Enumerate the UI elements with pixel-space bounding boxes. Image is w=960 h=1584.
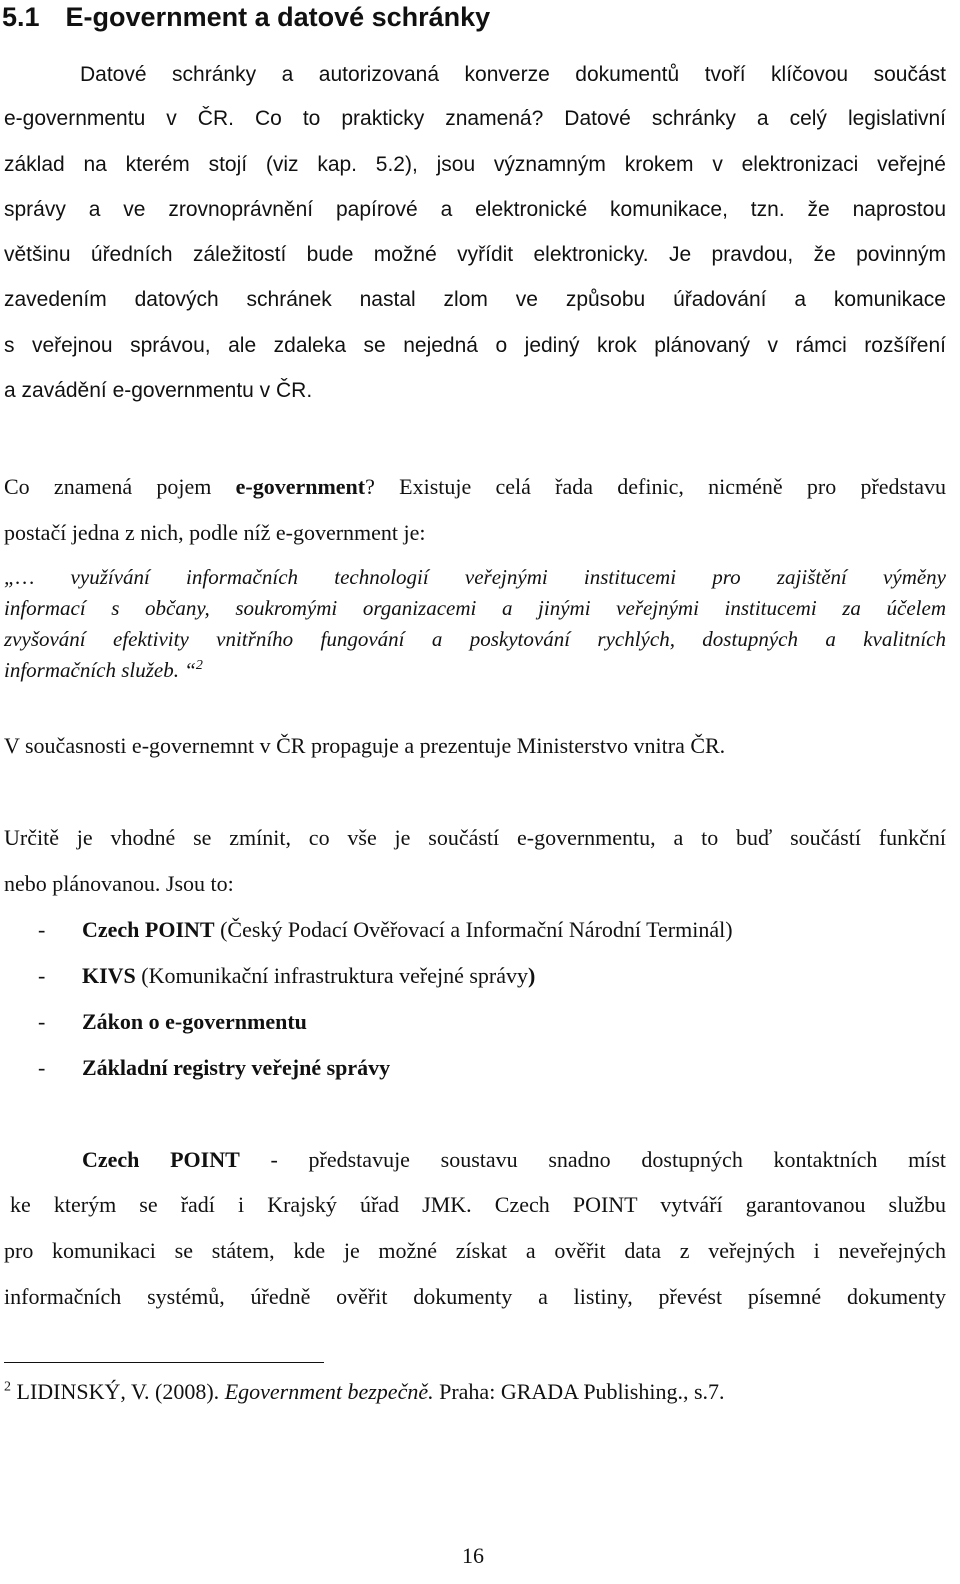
text-line: správy a ve zrovnoprávnění papírové a elektronické komunikace, tzn. že naprostou [4, 198, 946, 221]
text-line: základ na kterém stojí (viz kap. 5.2), jsou významným krokem v elektronizaci veřejné [4, 153, 946, 176]
text-line: Datové schránky a autorizovaná konverze dokumentů tvoří klíčovou součást [80, 63, 946, 86]
list-dash: - [38, 963, 46, 988]
list-dash: - [38, 1055, 46, 1080]
text-line: s veřejnou správou, ale zdaleka se nejedná o jediný krok plánovaný v rámci rozšíření [4, 334, 946, 357]
quote-line: zvyšování efektivity vnitřního fungování a poskytování rychlých, dostupných a kvalitních [4, 627, 946, 651]
term-e-government: e-government [235, 474, 366, 499]
text-line: e-governmentu v ČR. Co to prakticky znamená? Datové schránky a celý legislativní [4, 107, 946, 130]
text-line: Určitě je vhodné se zmínit, co vše je součástí e-governmentu, a to buď součástí funkční [4, 825, 946, 850]
text-line: většinu úředních záležitostí bude možné vyřídit elektronicky. Je pravdou, že povinným [4, 243, 946, 266]
section-heading [2, 0, 490, 34]
text-line: ke kterým se řadí i Krajský úřad JMK. Czech POINT vytváří garantovanou službu [10, 1192, 946, 1217]
section-title: E-government a datové schránky [65, 2, 491, 32]
list-item: - Základní registry veřejné správy [38, 1053, 390, 1083]
paragraph-ministry: V současnosti e-governemnt v ČR propaguje a prezentuje Ministerstvo vnitra ČR. [4, 733, 726, 758]
footnote-separator [4, 1362, 324, 1363]
quote-line: „… využívání informačních technologií veřejnými institucemi pro zajištění výměny [4, 565, 946, 589]
page-number: 16 [462, 1543, 484, 1568]
text-line: a zavádění e-governmentu v ČR. [4, 379, 313, 402]
footnote-number: 2 [4, 1379, 11, 1395]
text-line: Czech POINT - představuje soustavu snadno dostupných kontaktních míst [82, 1147, 946, 1172]
text-line: zavedením datových schránek nastal zlom ve způsobu úřadování a komunikace [4, 288, 946, 311]
quote-line: informačních služeb. “$^2$ [4, 658, 203, 682]
list-dash: - [38, 917, 46, 942]
text-line: pro komunikaci se státem, kde je možné získat a ověřit data z veřejných i neveřejných [4, 1238, 946, 1263]
list-item: - Zákon o e-governmentu [38, 1007, 307, 1037]
section-number: 5.1 [2, 2, 40, 32]
text-line: nebo plánovanou. Jsou to: [4, 871, 234, 896]
list-dash: - [38, 1009, 46, 1034]
footnote-reference: 2 [195, 658, 203, 673]
footnote-book-title: Egovernment bezpečně. [224, 1379, 434, 1404]
text-line: Co znamená pojem e-government? Existuje celá řada definic, nicméně pro představu [4, 474, 946, 499]
text-line: postačí jedna z nich, podle níž e-government je: [4, 520, 426, 545]
list-item: - Czech POINT (Český Podací Ověřovací a Informační Národní Terminál) [38, 915, 733, 945]
text-line: informačních systémů, úředně ověřit dokumenty a listiny, převést písemné dokumenty [4, 1284, 946, 1309]
quote-line: informací s občany, soukromými organizacemi a jinými veřejnými institucemi za účelem [4, 596, 946, 620]
footnote: $^2$ LIDINSKÝ, V. (2008). Egovernment bezpečně. Praha: GRADA Publishing., s.7. [4, 1379, 725, 1404]
list-item: - KIVS (Komunikační infrastruktura veřejné správy) [38, 961, 535, 991]
